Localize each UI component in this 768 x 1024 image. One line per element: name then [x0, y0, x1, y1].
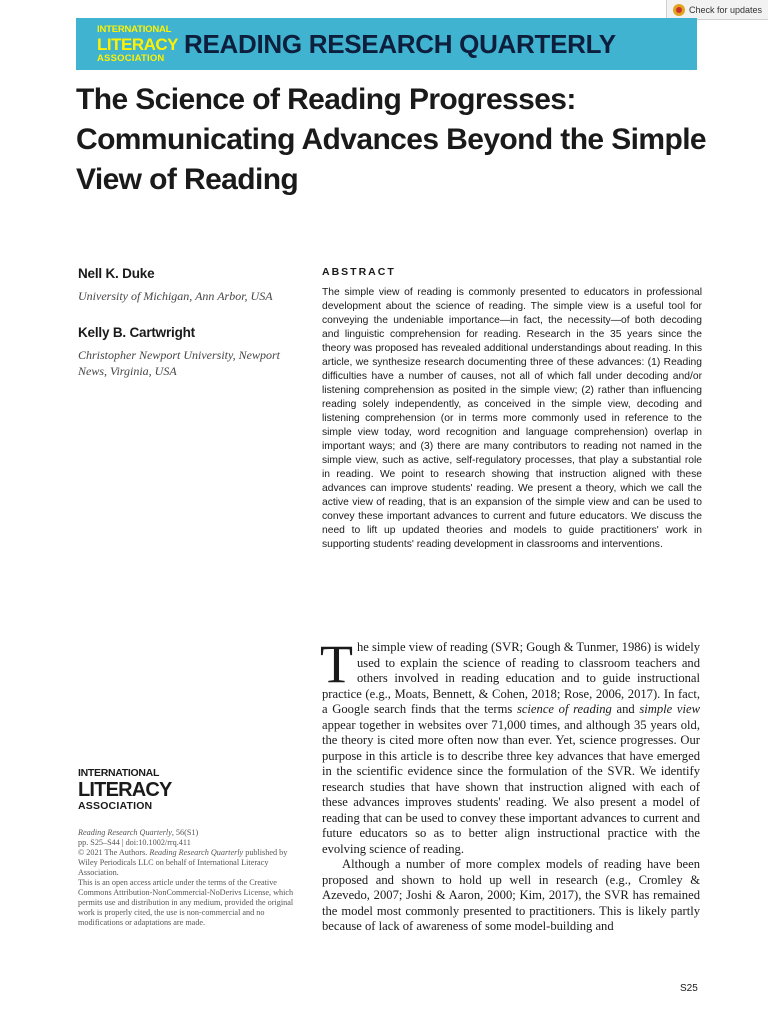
citation — [78, 828, 296, 838]
check-for-updates-label: Check for updates — [689, 4, 763, 15]
article-body — [320, 634, 701, 935]
pages-doi: pp. S25–S44 | doi:10.1002/rrq.411 — [78, 838, 191, 847]
license-text: This is an open access article under the terms of the Creative Commons Attribution-NonCommercial-NoDerivs License, which permits use and distribution in any medium, provided the original work is properly cited, the use is non-commercial and no modifications or adaptations are made. — [78, 878, 294, 927]
ila-logo-sidebar — [78, 768, 172, 811]
page-number: S25 — [680, 983, 698, 994]
body-paragraph-1 — [320, 634, 701, 857]
drop-cap: T — [320, 634, 353, 694]
author-2 — [78, 325, 298, 379]
abstract-body: The simple view of reading is commonly presented to educators in professional development about the science of reading. The simple view is a useful tool for conveying the undeniable importance—in fact, the necessity—of both decoding and linguistic comprehension for reading. Research in the 35 years since the theory was proposed has revealed additional understandings about reading. In this article, we synthesize research documenting three of these advances: (1) Reading difficulties have a number of causes, not all of which fall under decoding and/or listening comprehension as posited in the simple view; (2) rather than influencing reading solely independently, as conceived in the simple view, decoding and listening comprehension (or in terms more commonly used in reference to the simple view today, word recognition and language comprehension) overlap in important ways; and (3) there are many contributors to reading not named in the simple view, such as active, self-regulatory processes, that play a substantial role in reading. We point to research showing that instruction aligned with these advances can improve students' reading. We present a theory, which we call the active view of reading, that is an expansion of the simple view and can be used to convey these important advances to current and future educators. We discuss the need to lift up updated theories and models to guide practitioners' work in supporting students' reading development in classrooms and interventions. — [322, 287, 702, 550]
abstract-heading: ABSTRACT — [322, 266, 396, 278]
journal-name: READING RESEARCH QUARTERLY — [184, 28, 616, 59]
article-title: The Science of Reading Progresses: Communicating Advances Beyond the Simple View of Reading — [76, 83, 707, 196]
author-affiliation: Christopher Newport University, Newport News, Virginia, USA — [78, 348, 281, 378]
copyright-text-2: published by Wiley Periodicals LLC on behalf of International Literacy Association. — [78, 848, 288, 877]
author-1 — [78, 266, 298, 304]
body-text-run: appear together in websites over 71,000 times, and although 35 years old, the theory is cited more often now than ever. Yet, science progresses. Our purpose in this article is to describe three key advances that have emerged in the scientific evidence since the formulation of the SVR. We identify research studies that have shown that instruction aligned with each of these advances improves students' reading. We also present a model of reading that can be used to convey these important advances to current and future educators so as to better align instructional practice with the evolving science of reading. — [322, 717, 700, 856]
emphasis-term: simple view — [639, 702, 701, 716]
copyright — [78, 848, 296, 878]
author-name: Nell K. Duke — [78, 266, 155, 281]
author-name: Kelly B. Cartwright — [78, 325, 195, 340]
citation-journal: Reading Research Quarterly — [78, 828, 172, 837]
journal-banner — [76, 18, 697, 70]
emphasis-term: science of reading — [516, 702, 612, 716]
body-paragraph-2: Although a number of more complex models of reading have been proposed and shown to hold up well in research (e.g., Cromley & Azevedo, 2007; Joshi & Aaron, 2000; Kim, 2017), the SVR has remained the model most commonly presented to practitioners. This is likely partly because of lack of awareness of some model-building and — [322, 857, 700, 933]
body-text-run: and — [611, 702, 640, 716]
logo-line-2: LITERACY — [97, 34, 178, 54]
body-text-run: he simple view of reading (SVR; Gough & Tunmer, 1986) is widely used to explain the science of reading to classroom teachers and others involved in reading education and to guide instructional practice (e.g., Moats, Bennett, & Cohen, 2018; Rose, 2006, 2017). In fact, a Google search finds that the terms — [322, 640, 701, 716]
ila-logo-banner — [76, 18, 178, 70]
abstract-section — [322, 266, 702, 552]
logo-line-3: ASSOCIATION — [78, 799, 153, 812]
logo-line-2: LITERACY — [78, 778, 172, 801]
author-affiliation: University of Michigan, Ann Arbor, USA — [78, 289, 273, 303]
copyright-journal: Reading Research Quarterly — [149, 848, 244, 857]
logo-line-1: INTERNATIONAL — [97, 24, 172, 35]
crossmark-icon — [673, 4, 685, 16]
citation-volume: , 56(S1) — [171, 828, 199, 837]
publication-info — [78, 828, 296, 928]
logo-line-3: ASSOCIATION — [97, 52, 165, 64]
check-for-updates-button[interactable] — [666, 0, 768, 20]
logo-line-1: INTERNATIONAL — [78, 767, 160, 779]
copyright-text: © 2021 The Authors. — [78, 848, 150, 857]
